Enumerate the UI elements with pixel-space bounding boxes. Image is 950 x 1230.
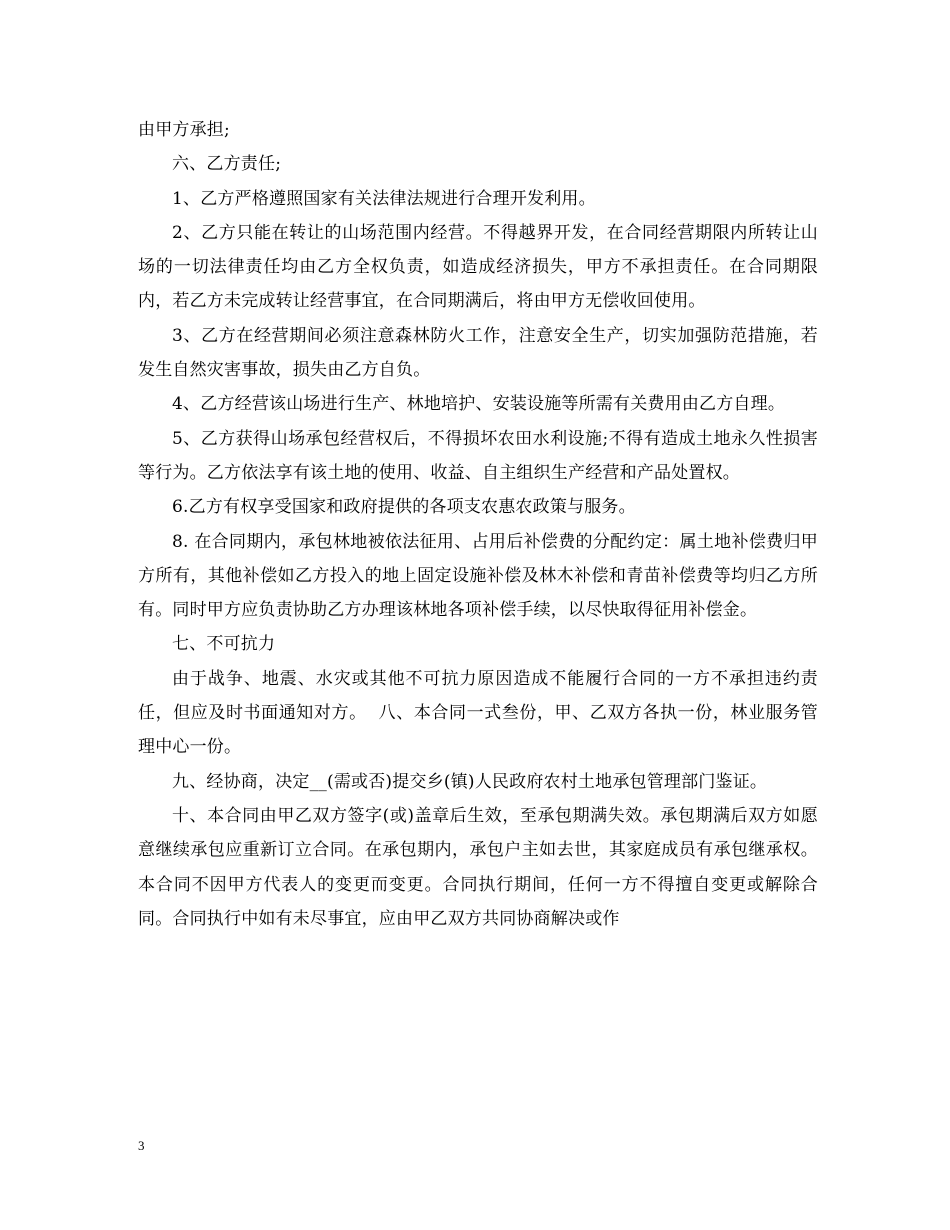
clause-6: 6.乙方有权享受国家和政府提供的各项支农惠农政策与服务。 bbox=[172, 497, 636, 518]
clause-1: 1、乙方严格遵照国家有关法律法规进行合理开发利用。 bbox=[172, 188, 596, 209]
page-number: 3 bbox=[138, 1138, 145, 1153]
clause-2: 2、乙方只能在转让的山场范围内经营。不得越界开发，在合同经营期限内所转让山场的一切法律责任均由乙方全权负责，如造成经济损失，甲方不承担责任。在合同期限内，若乙方未完成转让经营事宜，在合同期满后，将由甲方无偿收回使用。 bbox=[138, 222, 818, 312]
section-ten-paragraph: 十、本合同由甲乙双方签字(或)盖章后生效，至承包期满失效。承包期满后双方如愿意继续承包应重新订立合同。在承包期内，承包户主如去世，其家庭成员有承包继承权。本合同不因甲方代表人的变更而变更。合同执行期间，任何一方不得擅自变更或解除合同。合同执行中如有未尽事宜，应由甲乙双方共同协商解决或作 bbox=[138, 805, 818, 929]
section-heading-force-majeure: 七、不可抗力 bbox=[172, 634, 276, 655]
clause-4: 4、乙方经营该山场进行生产、林地培护、安装设施等所需有关费用由乙方自理。 bbox=[172, 394, 786, 415]
section-heading-party-b-duties: 六、乙方责任; bbox=[172, 154, 282, 175]
clause-5: 5、乙方获得山场承包经营权后，不得损坏农田水利设施;不得有造成土地永久性损害等行为。乙方依法享有该土地的使用、收益、自主组织生产经营和产品处置权。 bbox=[138, 428, 818, 483]
force-majeure-paragraph: 由于战争、地震、水灾或其他不可抗力原因造成不能履行合同的一方不承担违约责任，但应及时书面通知对方。 八、本合同一式叁份，甲、乙双方各执一份，林业服务管理中心一份。 bbox=[138, 668, 818, 758]
document-body bbox=[138, 113, 818, 936]
clause-3: 3、乙方在经营期间必须注意森林防火工作，注意安全生产，切实加强防范措施，若发生自然灾害事故，损失由乙方自负。 bbox=[138, 325, 818, 381]
clause-8: 8. 在合同期内，承包林地被依法征用、占用后补偿费的分配约定：属土地补偿费归甲方所有，其他补偿如乙方投入的地上固定设施补偿及林木补偿和青苗补偿费等均归乙方所有。同时甲方应负责协助乙方办理该林地各项补偿手续，以尽快取得征用补偿金。 bbox=[138, 531, 818, 621]
paragraph-continuation: 由甲方承担; bbox=[138, 120, 230, 140]
section-nine-paragraph: 九、经协商，决定__(需或否)提交乡(镇)人民政府农村土地承包管理部门鉴证。 bbox=[172, 771, 768, 792]
